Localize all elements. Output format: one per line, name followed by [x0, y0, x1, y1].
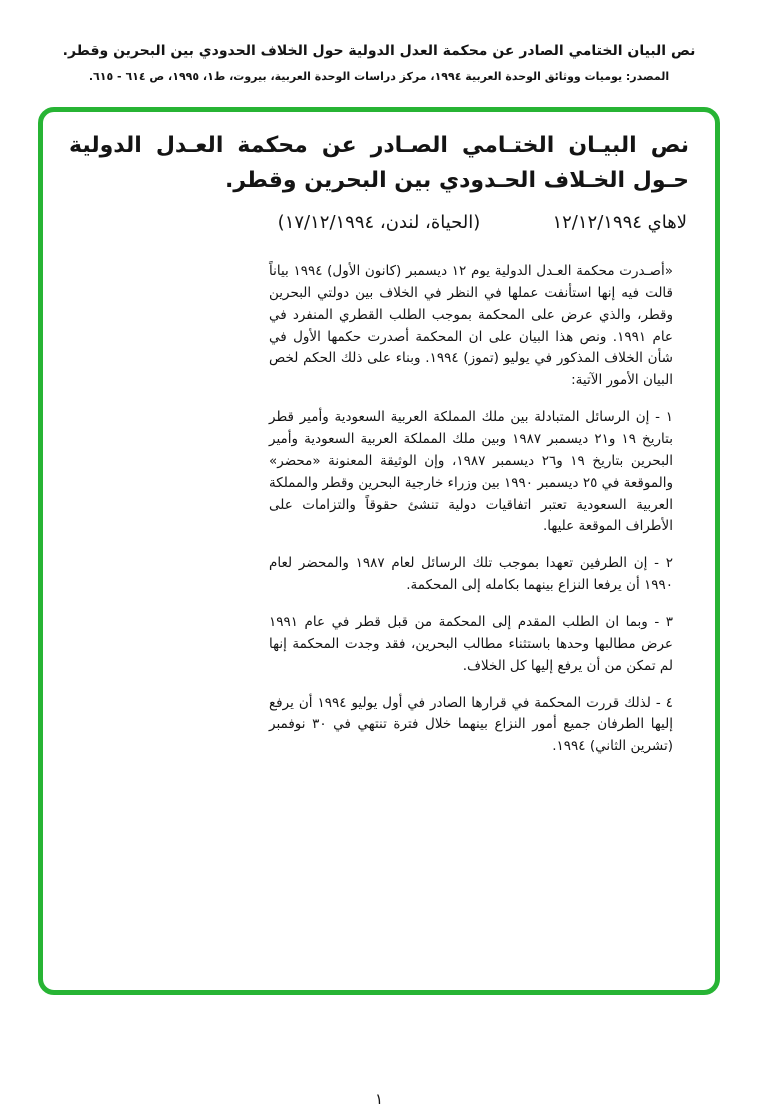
- page-header: [34, 42, 724, 85]
- document-title: نص البيـان الختـامي الصـادر عن محكمة العـدل الدولية حـول الخـلاف الحـدودي بين البحرين وقطر.: [69, 132, 689, 194]
- paragraph-item-4: ٤ - لذلك قررت المحكمة في قرارها الصادر في أول يوليو ١٩٩٤ أن يرفع إليها الطرفان جميع أمور النزاع بينهما خلال فترة تنتهي في ٣٠ نوفمبر (تشرين الثاني) ١٩٩٤.: [269, 694, 673, 755]
- dateline-source: (الحياة، لندن، ١٧/١٢/١٩٩٤): [277, 211, 481, 233]
- document-page: [0, 42, 758, 1108]
- paragraph-item-1: ١ - إن الرسائل المتبادلة بين ملك المملكة العربية السعودية وأمير قطر بتاريخ ١٩ و٢١ ديسمبر ١٩٨٧ وبين ملك المملكة العربية السعودية وأمير البحرين بتاريخ ١٩ و٢٦ ديسمبر ١٩٨٧، وإن الوثيقة المعنونة «محضر» والموقعة في ٢٥ ديسمبر ١٩٩٠ بين وزراء خارجية البحرين وقطر والمملكة العربية السعودية تعتبر اتفاقيات دولية تنشئ حقوقاً والتزامات على الأطراف الموقعة عليها.: [269, 409, 674, 535]
- header-source-line: المصدر: يوميات ووثائق الوحدة العربية ١٩٩٤، مركز دراسات الوحدة العربية، بيروت، ط١، ١٩٩٥، ص ٦١٤ - ٦١٥.: [88, 69, 670, 83]
- dateline-place: لاهاي ١٢/١٢/١٩٩٤: [552, 211, 687, 233]
- paragraph-item-2: ٢ - إن الطرفين تعهدا بموجب تلك الرسائل لعام ١٩٨٧ والمحضر لعام ١٩٩٠ أن يرفعا النزاع بينهما بكامله إلى المحكمة.: [269, 555, 673, 594]
- page-number: ١: [374, 1090, 384, 1108]
- header-title: نص البيان الختامي الصادر عن محكمة العدل الدولية حول الخلاف الحدودي بين البحرين وقطر.: [62, 43, 696, 59]
- paragraph-intro: «أصـدرت محكمة العـدل الدولية يوم ١٢ ديسمبر (كانون الأول) ١٩٩٤ بياناً قالت فيه إنها استأنفت عملها في النظر في الخلاف بين دولتي البحرين وقطر، والذي عرض على المحكمة بموجب الطلب القطري المنفرد في عام ١٩٩١. ونص هذا البيان على ان المحكمة أصدرت حكمها الأول في شأن الخلاف المذكور في يوليو (تموز) ١٩٩٤. وبناء على ذلك الحكم لخص البيان الأمور الآتية:: [269, 262, 673, 389]
- document-body: [269, 261, 673, 758]
- dateline: [69, 207, 689, 239]
- paragraph-item-3: ٣ - وبما ان الطلب المقدم إلى المحكمة من قبل قطر في عام ١٩٩١ عرض مطالبها وحدها باستثناء مطالب البحرين، فقد وجدت المحكمة إنها لم تمكن من أن يرفع إليها كل الخلاف.: [269, 614, 673, 674]
- document-frame: [38, 107, 720, 995]
